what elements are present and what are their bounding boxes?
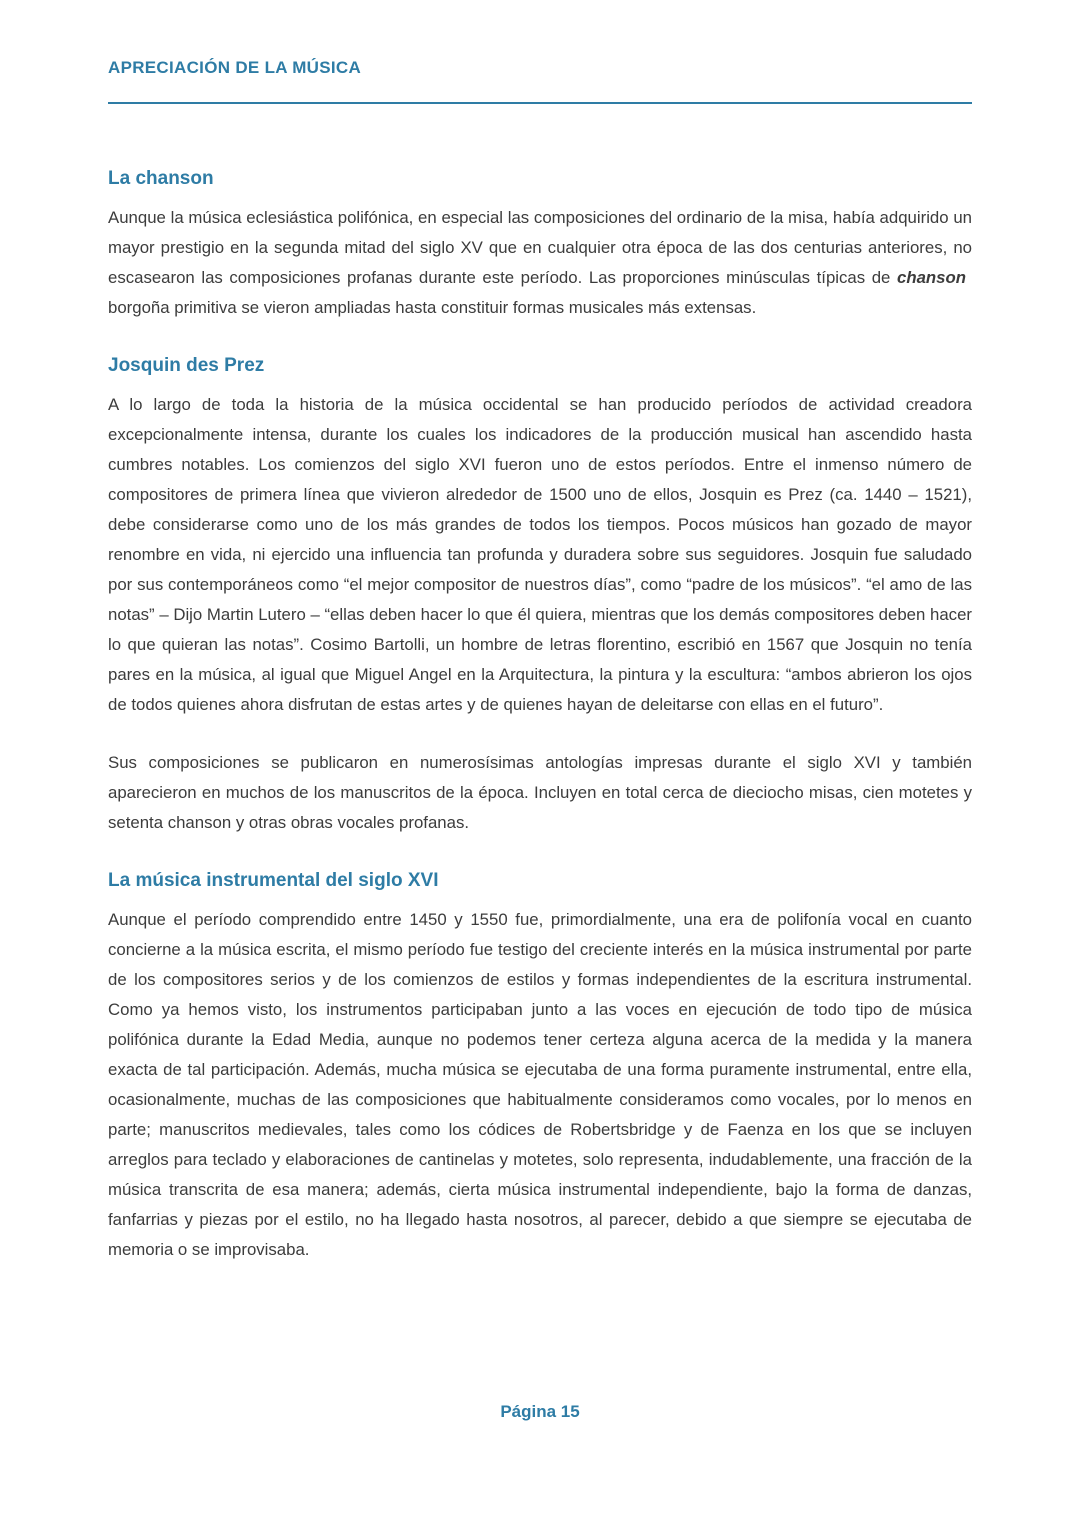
- section-musica-instrumental: [108, 870, 972, 1265]
- document-body: [108, 168, 972, 1265]
- document-footer: [0, 1402, 1080, 1422]
- paragraph-la-chanson: [108, 203, 972, 323]
- emphasized-term-chanson: chanson: [896, 268, 966, 287]
- paragraph-text: borgoña primitiva se vieron ampliadas hasta constituir formas musicales más extensas.: [108, 298, 757, 317]
- section-la-chanson: [108, 168, 972, 323]
- page-number: Página 15: [500, 1402, 580, 1421]
- header-rule: [108, 102, 972, 104]
- document-header: [108, 58, 972, 104]
- paragraph-josquin-2: Sus composiciones se publicaron en numerosísimas antologías impresas durante el siglo XVI y también aparecieron en muchos de los manuscritos de la época. Incluyen en total cerca de dieciocho misas, cien motetes y setenta chanson y otras obras vocales profanas.: [108, 753, 972, 832]
- document-header-title: APRECIACIÓN DE LA MÚSICA: [108, 58, 362, 77]
- paragraph-text: Aunque la música eclesiástica polifónica, en especial las composiciones del ordinario de la misa, había adquirido un mayor prestigio en la segunda mitad del siglo XV que en cualquier otra época de las dos centurias anteriores, no escasearon las composiciones profanas durante este período. Las proporciones minúsculas típicas de: [108, 208, 972, 287]
- paragraph-josquin-1: A lo largo de toda la historia de la música occidental se han producido períodos de actividad creadora excepcionalmente intensa, durante los cuales los indicadores de la producción musical han ascendido hasta cumbres notables. Los comienzos del siglo XVI fueron uno de estos períodos. Entre el inmenso número de compositores de primera línea que vivieron alrededor de 1500 uno de ellos, Josquin es Prez (ca. 1440 – 1521), debe considerarse como uno de los más grandes de todos los tiempos. Pocos músicos han gozado de mayor renombre en vida, ni ejercido una influencia tan profunda y duradera sobre sus seguidores. Josquin fue saludado por sus contemporáneos como “el mejor compositor de nuestros días”, como “padre de los músicos”. “el amo de las notas” – Dijo Martin Lutero – “ellas deben hacer lo que él quiera, mientras que los demás compositores deben hacer lo que quieran las notas”. Cosimo Bartolli, un hombre de letras florentino, escribió en 1567 que Josquin no tenía pares en la música, al igual que Miguel Angel en la Arquitectura, la pintura y la escultura: “ambos abrieron los ojos de todos quienes ahora disfrutan de estas artes y de quienes hayan de deleitarse con ellas en el futuro”.: [108, 395, 972, 714]
- section-heading-la-chanson: La chanson: [108, 168, 214, 189]
- section-josquin-des-prez: [108, 355, 972, 838]
- paragraph-musica-instrumental: Aunque el período comprendido entre 1450 y 1550 fue, primordialmente, una era de polifonía vocal en cuanto concierne a la música escrita, el mismo período fue testigo del creciente interés en la música instrumental por parte de los compositores serios y de los comienzos de estilos y formas independientes de la escritura instrumental. Como ya hemos visto, los instrumentos participaban junto a las voces en ejecución de todo tipo de música polifónica durante la Edad Media, aunque no podemos tener certeza alguna acerca de la medida y la manera exacta de tal participación. Además, mucha música se ejecutaba de una forma puramente instrumental, entre ella, ocasionalmente, muchas de las composiciones que habitualmente consideramos como vocales, por lo menos en parte; manuscritos medievales, tales como los códices de Robertsbridge y de Faenza en los que se incluyen arreglos para teclado y elaboraciones de cantinelas y motetes, solo representa, indudablemente, una fracción de la música transcrita de esa manera; además, cierta música instrumental independiente, bajo la forma de danzas, fanfarrias y piezas por el estilo, no ha llegado hasta nosotros, al parecer, debido a que siempre se ejecutaba de memoria o se improvisaba.: [108, 910, 972, 1259]
- section-heading-josquin-des-prez: Josquin des Prez: [108, 355, 265, 376]
- section-heading-musica-instrumental: La música instrumental del siglo XVI: [108, 870, 439, 891]
